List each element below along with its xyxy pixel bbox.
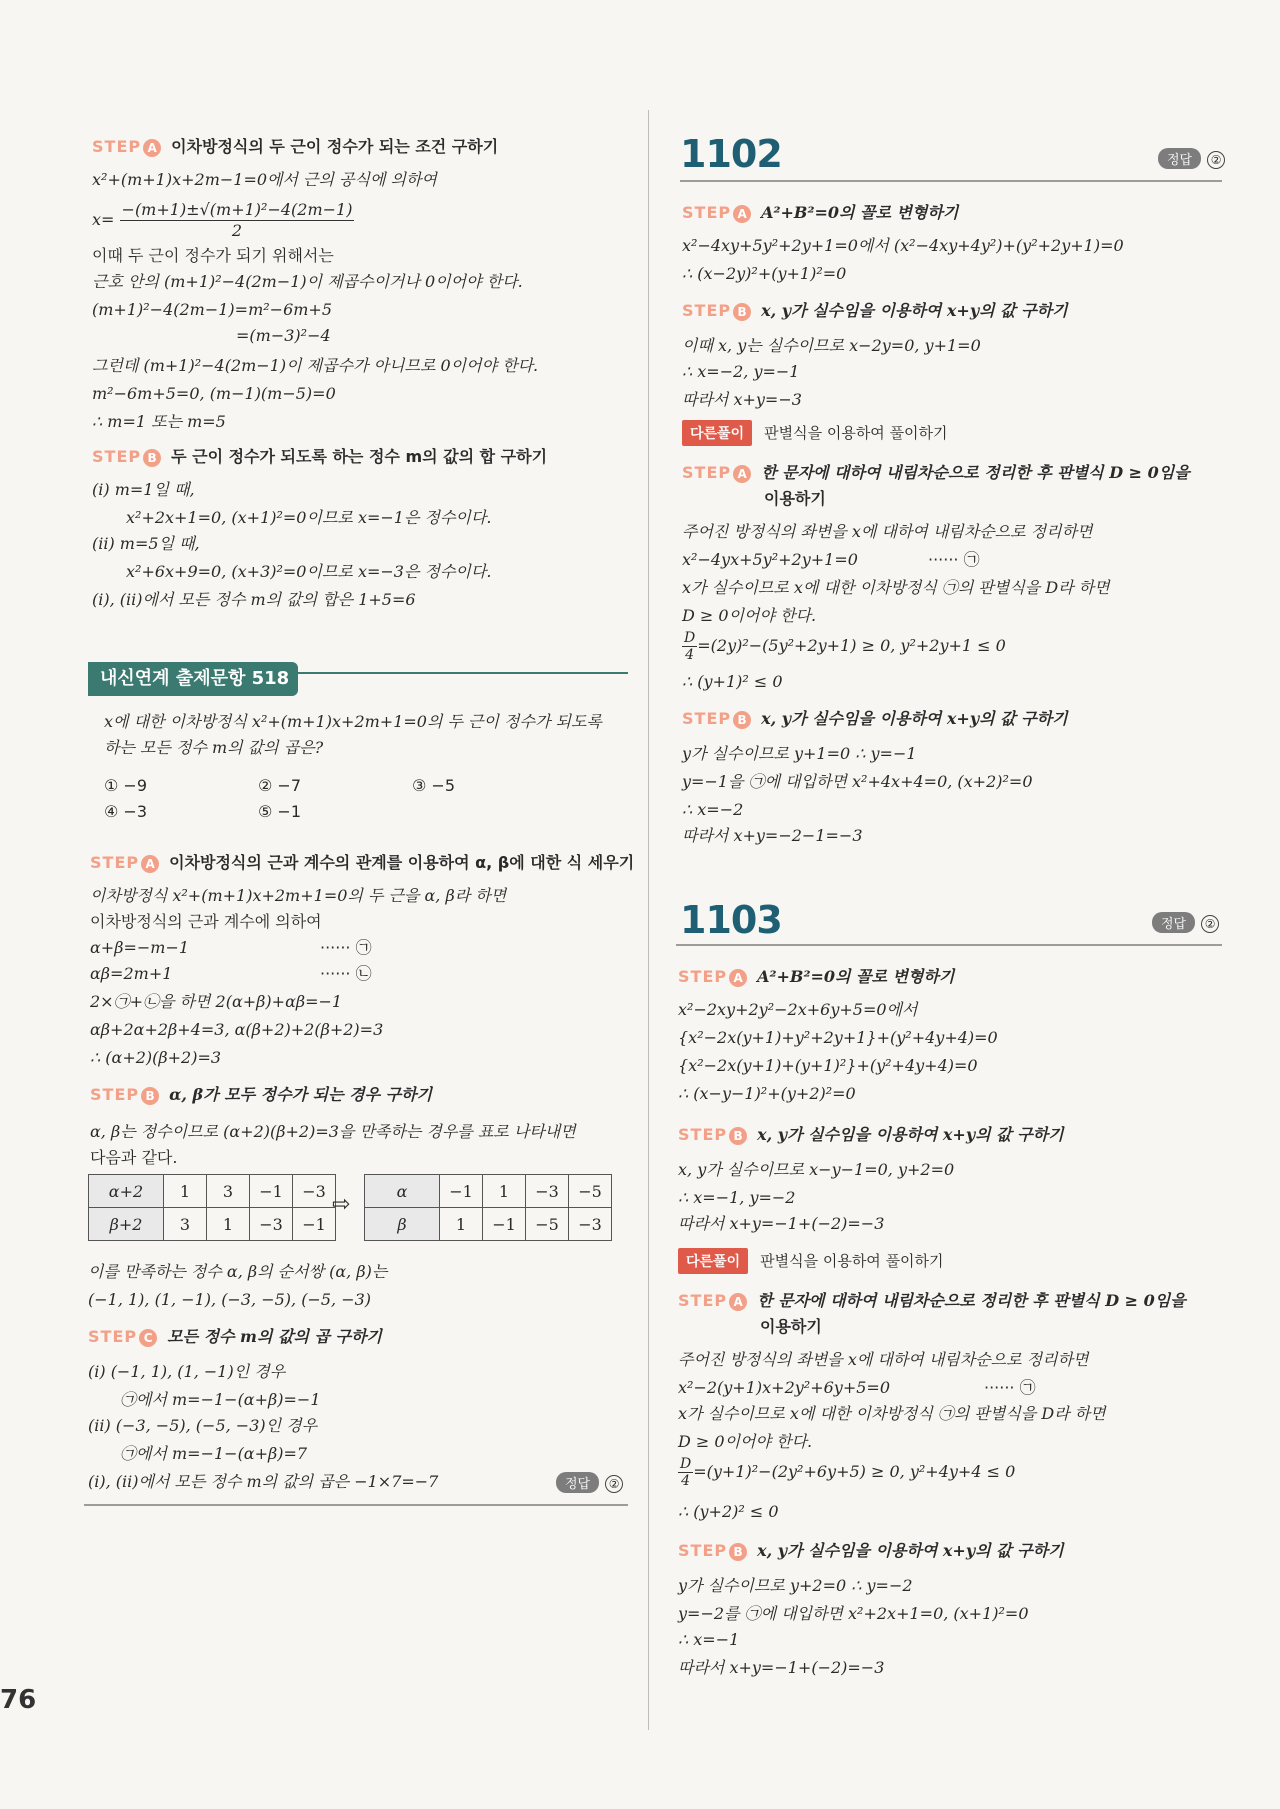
choice-5[interactable]: ⑤ −1 <box>258 802 302 821</box>
solution-line: 주어진 방정식의 좌변을 x에 대하여 내림차순으로 정리하면 <box>682 522 1093 541</box>
solution-line: ∴ (y+1)² ≤ 0 <box>682 672 783 691</box>
solution-line: (ⅱ) (−3, −5), (−5, −3)인 경우 <box>88 1416 318 1435</box>
solution-line: 이를 만족하는 정수 α, β의 순서쌍 (α, β)는 <box>88 1262 388 1281</box>
solution-line: (ⅰ) (−1, 1), (1, −1)인 경우 <box>88 1362 286 1381</box>
solution-line: {x²−2x(y+1)+(y+1)²}+(y²+4y+4)=0 <box>678 1056 978 1075</box>
solution-line: ∴ x=−2 <box>682 800 744 819</box>
solution-line: ∴ (x−y−1)²+(y+2)²=0 <box>678 1084 856 1103</box>
step-b-heading: STEP B x, y가 실수임을 이용하여 x+y의 값 구하기 <box>682 301 1068 320</box>
step-a-heading: STEP A A²+B²=0의 꼴로 변형하기 <box>682 203 959 222</box>
solution-step-c-heading: STEP C 모든 정수 m의 값의 곱 구하기 <box>88 1327 382 1346</box>
step-a-heading: STEP A A²+B²=0의 꼴로 변형하기 <box>678 967 955 986</box>
alt-step-b-heading: STEP B x, y가 실수임을 이용하여 x+y의 값 구하기 <box>678 1541 1064 1560</box>
solution-line: 이때 x, y는 실수이므로 x−2y=0, y+1=0 <box>682 336 981 355</box>
step-a-formula: x= $\frac{\text{−(m+1)±√(m+1)²−4(2m−1)}}{2}$ <box>92 200 353 240</box>
solution-line: x²−2xy+2y²−2x+6y+5=0에서 <box>678 1000 918 1019</box>
choice-2[interactable]: ② −7 <box>258 776 302 795</box>
solution-line: ∴ (α+2)(β+2)=3 <box>90 1048 222 1067</box>
solution-line: 따라서 x+y=−1+(−2)=−3 <box>678 1214 885 1233</box>
solution-line: y가 실수이므로 y+2=0 ∴ y=−2 <box>678 1576 913 1595</box>
values-table-2: α −1 1 −3 −5 β 1 −1 −5 −3 <box>364 1174 612 1241</box>
solution-line: x²−4xy+5y²+2y+1=0에서 (x²−4xy+4y²)+(y²+2y+1)=0 <box>682 236 1124 255</box>
solution-line: x, y가 실수이므로 x−y−1=0, y+2=0 <box>678 1160 955 1179</box>
column-divider <box>648 110 649 1730</box>
problem-number-1102: 1102 <box>680 132 782 176</box>
choice-4[interactable]: ④ −3 <box>104 802 148 821</box>
step-a-line: 이때 두 근이 정수가 되기 위해서는 <box>92 246 334 265</box>
solution-line: ㉠에서 m=−1−(α+β)=−1 <box>120 1390 321 1409</box>
related-question-banner: 내신연계 출제문항 518 <box>88 662 298 696</box>
solution-line: x²−4yx+5y²+2y+1=0 <box>682 550 858 569</box>
answer-badge: 정답 ② <box>1158 148 1225 169</box>
question-text: 하는 모든 정수 m의 값의 곱은? <box>104 738 324 757</box>
solution-line: 따라서 x+y=−1+(−2)=−3 <box>678 1658 885 1677</box>
alt-step-a-heading: STEP A 한 문자에 대하여 내림차순으로 정리한 후 판별식 D ≥ 0임을 <box>678 1291 1186 1310</box>
solution-line: ∴ (y+2)² ≤ 0 <box>678 1502 779 1521</box>
solution-line: α, β는 정수이므로 (α+2)(β+2)=3을 만족하는 경우를 표로 나타내면 <box>90 1122 576 1141</box>
choice-1[interactable]: ① −9 <box>104 776 148 795</box>
solution-line: 다음과 같다. <box>90 1148 178 1167</box>
step-a-line: 그런데 (m+1)²−4(2m−1)이 제곱수가 아니므로 0이어야 한다. <box>92 356 539 375</box>
step-b-heading: STEP B 두 근이 정수가 되도록 하는 정수 m의 값의 합 구하기 <box>92 447 548 466</box>
solution-line: D ≥ 0이어야 한다. <box>682 606 817 625</box>
banner-rule <box>298 672 628 674</box>
solution-step-b-heading: STEP B α, β가 모두 정수가 되는 경우 구하기 <box>90 1085 432 1104</box>
solution-step-a-heading: STEP A 이차방정식의 근과 계수의 관계를 이용하여 α, β에 대한 식 세우기 <box>90 853 635 872</box>
alt-step-b-heading: STEP B x, y가 실수임을 이용하여 x+y의 값 구하기 <box>682 709 1068 728</box>
equation-mark: ······ ㉠ <box>928 550 980 569</box>
step-a-line: m²−6m+5=0, (m−1)(m−5)=0 <box>92 384 336 403</box>
problem-number-1103: 1103 <box>680 898 782 942</box>
solution-line: αβ=2m+1 <box>90 964 173 983</box>
step-a-line: x²+(m+1)x+2m−1=0에서 근의 공식에 의하여 <box>92 170 437 189</box>
problem-divider <box>680 180 1222 182</box>
step-b-line: (ⅱ) m=5일 때, <box>92 534 200 553</box>
solution-line: $\frac{D}{4}$ =(y+1)²−(2y²+6y+5) ≥ 0, y²+4y+4 ≤ 0 <box>680 1456 1016 1489</box>
step-a-heading: STEP A 이차방정식의 두 근이 정수가 되는 조건 구하기 <box>92 137 499 156</box>
step-b-heading: STEP B x, y가 실수임을 이용하여 x+y의 값 구하기 <box>678 1125 1064 1144</box>
solution-line: 주어진 방정식의 좌변을 x에 대하여 내림차순으로 정리하면 <box>678 1350 1089 1369</box>
solution-line: ∴ x=−2, y=−1 <box>682 362 800 381</box>
step-b-line: (ⅰ) m=1일 때, <box>92 480 195 499</box>
solution-line: $\frac{D}{4}$ =(2y)²−(5y²+2y+1) ≥ 0, y²+2y+1 ≤ 0 <box>684 630 1006 663</box>
step-b-line: x²+6x+9=0, (x+3)²=0이므로 x=−3은 정수이다. <box>126 562 492 581</box>
solution-line: αβ+2α+2β+4=3, α(β+2)+2(β+2)=3 <box>90 1020 384 1039</box>
question-text: x에 대한 이차방정식 x²+(m+1)x+2m+1=0의 두 근이 정수가 되도록 <box>104 712 602 731</box>
solution-line: ㉠에서 m=−1−(α+β)=7 <box>120 1444 308 1463</box>
solution-line: ∴ x=−1, y=−2 <box>678 1188 796 1207</box>
alternative-solution-label: 다른풀이 판별식을 이용하여 풀이하기 <box>682 420 948 446</box>
solution-line: ∴ x=−1 <box>678 1630 740 1649</box>
step-a-line: ∴ m=1 또는 m=5 <box>92 412 226 431</box>
page-number: 76 <box>0 1685 37 1715</box>
equation-mark: ······ ㉡ <box>320 964 372 983</box>
answer-badge: 정답 ② <box>556 1472 623 1493</box>
step-a-line: =(m−3)²−4 <box>236 326 331 345</box>
solution-line: x가 실수이므로 x에 대한 이차방정식 ㉠의 판별식을 D라 하면 <box>678 1404 1106 1423</box>
step-b-line: (ⅰ), (ⅱ)에서 모든 정수 m의 값의 합은 1+5=6 <box>92 590 416 609</box>
solution-line: y=−1을 ㉠에 대입하면 x²+4x+4=0, (x+2)²=0 <box>682 772 1033 791</box>
solution-line: (−1, 1), (1, −1), (−3, −5), (−5, −3) <box>88 1290 372 1309</box>
solution-line: 이차방정식의 근과 계수에 의하여 <box>90 912 322 931</box>
answer-badge: 정답 ② <box>1152 912 1219 933</box>
alt-step-a-heading-cont: 이용하기 <box>764 489 826 508</box>
arrow-icon: ⇨ <box>332 1192 351 1217</box>
choice-3[interactable]: ③ −5 <box>412 776 456 795</box>
values-table-1: α+2 1 3 −1 −3 β+2 3 1 −3 −1 <box>88 1174 336 1241</box>
step-a-line: 근호 안의 (m+1)²−4(2m−1)이 제곱수이거나 0이어야 한다. <box>92 272 523 291</box>
solution-line: ∴ (x−2y)²+(y+1)²=0 <box>682 264 847 283</box>
alt-step-a-heading: STEP A 한 문자에 대하여 내림차순으로 정리한 후 판별식 D ≥ 0임을 <box>682 463 1190 482</box>
solution-line: 2×㉠+㉡을 하면 2(α+β)+αβ=−1 <box>90 992 343 1011</box>
solution-line: 이차방정식 x²+(m+1)x+2m+1=0의 두 근을 α, β라 하면 <box>90 886 507 905</box>
solution-line: D ≥ 0이어야 한다. <box>678 1432 813 1451</box>
solution-line: (ⅰ), (ⅱ)에서 모든 정수 m의 값의 곱은 −1×7=−7 <box>88 1472 439 1491</box>
solution-line: y=−2를 ㉠에 대입하면 x²+2x+1=0, (x+1)²=0 <box>678 1604 1029 1623</box>
alternative-solution-label: 다른풀이 판별식을 이용하여 풀이하기 <box>678 1248 944 1274</box>
solution-line: 따라서 x+y=−3 <box>682 390 802 409</box>
solution-line: {x²−2x(y+1)+y²+2y+1}+(y²+4y+4)=0 <box>678 1028 998 1047</box>
equation-mark: ······ ㉠ <box>320 938 372 957</box>
solution-line: y가 실수이므로 y+1=0 ∴ y=−1 <box>682 744 917 763</box>
section-divider <box>84 1504 628 1506</box>
step-a-line: (m+1)²−4(2m−1)=m²−6m+5 <box>92 300 332 319</box>
solution-line: 따라서 x+y=−2−1=−3 <box>682 826 863 845</box>
solution-line: x가 실수이므로 x에 대한 이차방정식 ㉠의 판별식을 D라 하면 <box>682 578 1110 597</box>
alt-step-a-heading-cont: 이용하기 <box>760 1317 822 1336</box>
problem-divider <box>676 944 1222 946</box>
step-b-line: x²+2x+1=0, (x+1)²=0이므로 x=−1은 정수이다. <box>126 508 492 527</box>
solution-line: α+β=−m−1 <box>90 938 190 957</box>
solution-line: x²−2(y+1)x+2y²+6y+5=0 <box>678 1378 890 1397</box>
equation-mark: ······ ㉠ <box>984 1378 1036 1397</box>
